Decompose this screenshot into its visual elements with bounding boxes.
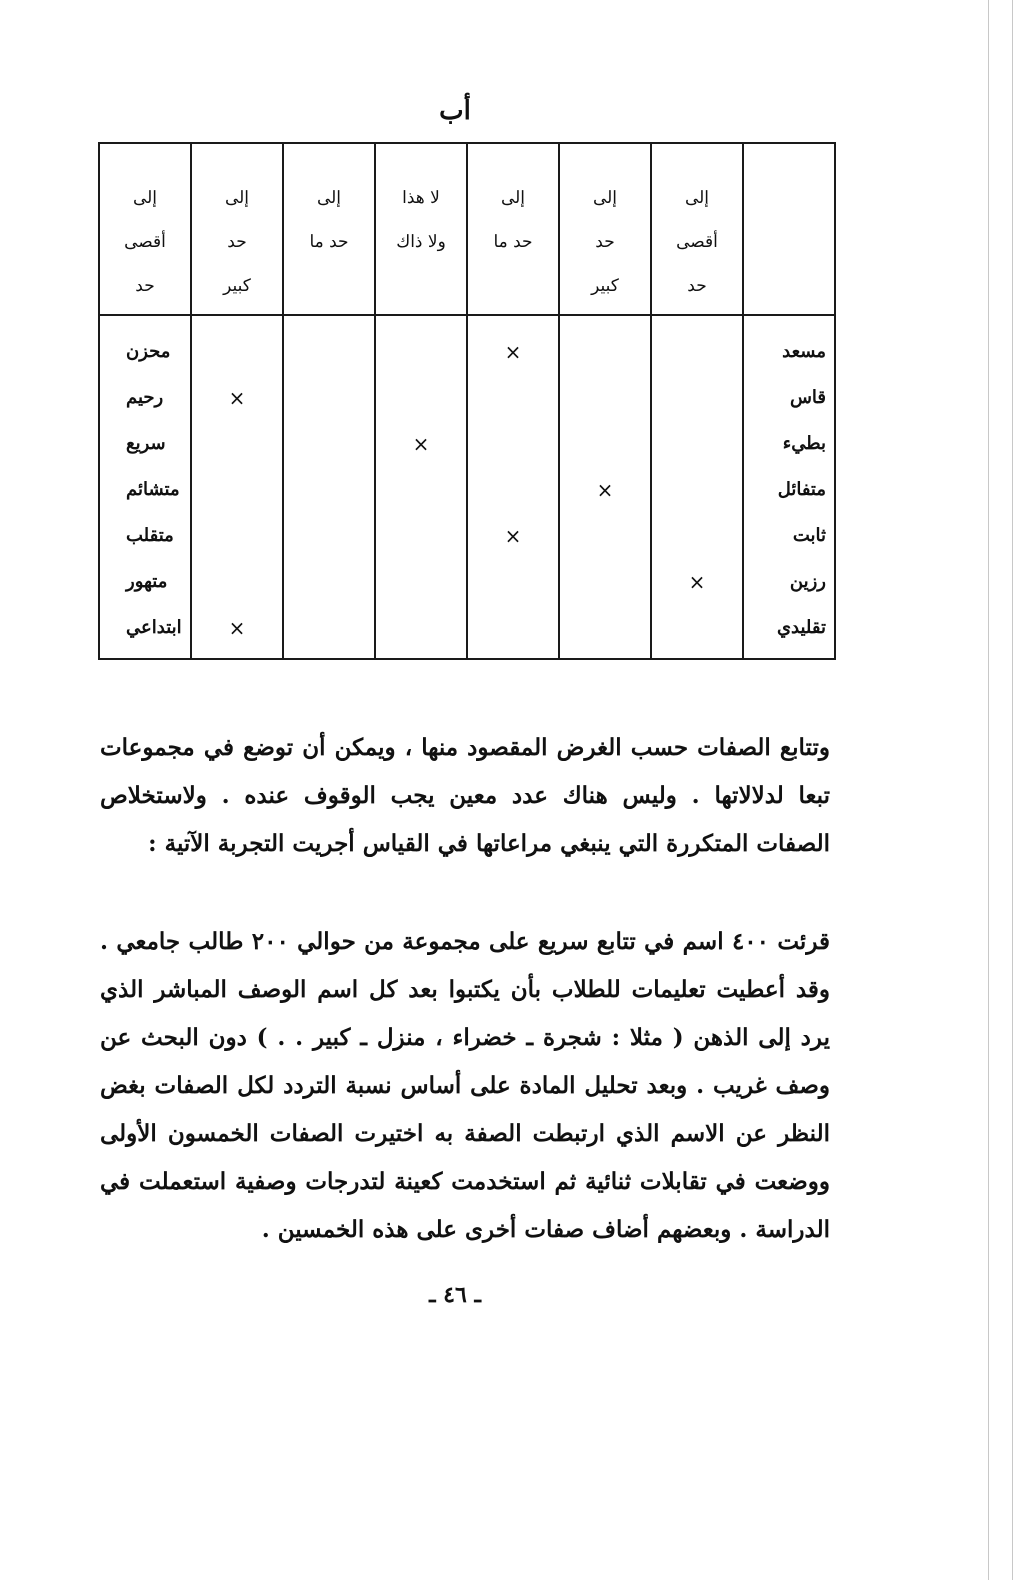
empty-slot [376,520,466,566]
empty-slot [376,382,466,428]
empty-slot [284,336,374,382]
scale-mark: × [688,570,706,594]
scale-column [559,315,651,659]
header-line: لا هذا [402,188,440,208]
left-adjective: ابتداعي [126,617,182,638]
header-cell [283,143,375,315]
empty-slot [560,382,650,428]
page-number: ـ ٤٦ ـ [429,1282,481,1308]
empty-slot [652,520,742,566]
empty-slot [376,566,466,612]
empty-slot [468,566,558,612]
scale-mark: × [412,432,430,456]
header-line: حد [595,232,615,252]
header-line: حد [227,232,247,252]
empty-slot [284,474,374,520]
left-adjective: متشائم [126,479,180,500]
header-line: إلى [316,188,342,208]
header-line: ولا ذاك [396,232,446,252]
empty-slot [376,474,466,520]
empty-slot [652,474,742,520]
scale-column [191,315,283,659]
header-line: حد [687,276,707,296]
empty-slot [192,566,282,612]
scale-mark: × [504,340,522,364]
body-paragraph: وتتابع الصفات حسب الغرض المقصود منها ، ويمكن أن توضع في مجموعات تبعا لدلالاتها . وليس هناك عدد معين يجب الوقوف عنده . ولاستخلاص الصفات المتكررة التي ينبغي مراعاتها في القياس أجريت التجربة الآتية : [100,734,830,857]
header-cell [651,143,743,315]
empty-slot [284,566,374,612]
header-line: إلى [684,188,710,208]
scale-mark: × [228,616,246,640]
scale-column [651,315,743,659]
scale-column [375,315,467,659]
page-edge-line [1012,0,1013,1580]
scale-column [467,315,559,659]
header-line: إلى [132,188,158,208]
empty-slot [560,566,650,612]
empty-slot [284,520,374,566]
right-adjective: ثابت [792,525,826,546]
empty-slot [192,474,282,520]
empty-slot [468,474,558,520]
empty-slot [284,382,374,428]
header-line: حد [135,276,155,296]
right-adjective: بطيء [782,433,826,454]
scale-mark: × [596,478,614,502]
header-line: إلى [224,188,250,208]
right-adjective: متفائل [777,479,826,500]
header-empty-right [743,143,835,315]
empty-slot [192,520,282,566]
table-body-row [99,315,835,659]
header-line: أقصى [676,232,718,252]
empty-slot [468,428,558,474]
left-adjective: متقلب [126,525,174,546]
header-cell [559,143,651,315]
empty-slot [560,336,650,382]
scale-mark: × [228,386,246,410]
header-line: كبير [223,276,251,296]
semantic-differential-table [98,142,836,660]
header-cell [467,143,559,315]
empty-slot [468,382,558,428]
empty-slot [468,612,558,658]
empty-slot [192,336,282,382]
header-line: إلى [500,188,526,208]
right-adjective-column [743,315,835,659]
left-adjective: سريع [126,433,166,454]
empty-slot [284,428,374,474]
left-adjective: رحيم [126,387,164,408]
header-line: كبير [591,276,619,296]
empty-slot [376,612,466,658]
empty-slot [652,382,742,428]
empty-slot [560,520,650,566]
empty-slot [192,428,282,474]
empty-slot [376,336,466,382]
empty-slot [560,612,650,658]
page-edge-line [988,0,989,1580]
right-adjective: رزين [789,571,826,592]
page-label: أب [439,96,471,126]
empty-slot [560,428,650,474]
empty-slot [652,336,742,382]
table-header-row [99,143,835,315]
right-adjective: تقليدي [776,617,826,638]
empty-slot [652,428,742,474]
header-line: حد ما [493,232,533,252]
header-cell [99,143,191,315]
header-cell [191,143,283,315]
left-adjective: محزن [126,341,171,362]
body-paragraph: قرئت ٤٠٠ اسم في تتابع سريع على مجموعة من حوالي ٢٠٠ طالب جامعي . وقد أعطيت تعليمات للطلاب بأن يكتبوا بعد كل اسم الوصف المباشر الذي يرد إلى الذهن ( مثلا : شجرة ـ خضراء ، منزل ـ كبير . . ) دون البحث عن وصف غريب . وبعد تحليل المادة على أساس نسبة التردد لكل الصفات بغض النظر عن الاسم الذي ارتبطت الصفة به اختيرت الصفات الخمسون الأولى ووضعت في تقابلات ثنائية ثم استخدمت كعينة لتدرجات وصفية استعملت في الدراسة . وبعضهم أضاف صفات أخرى على هذه الخمسين . [100,928,831,1243]
header-line: حد ما [309,232,349,252]
empty-slot [284,612,374,658]
header-line: أقصى [124,232,166,252]
left-adjective: متهور [126,571,168,592]
scale-column [283,315,375,659]
header-line: إلى [592,188,618,208]
header-cell [375,143,467,315]
left-adjective-column [99,315,191,659]
scale-mark: × [504,524,522,548]
empty-slot [652,612,742,658]
right-adjective: قاس [789,387,826,408]
right-adjective: مسعد [782,341,826,362]
